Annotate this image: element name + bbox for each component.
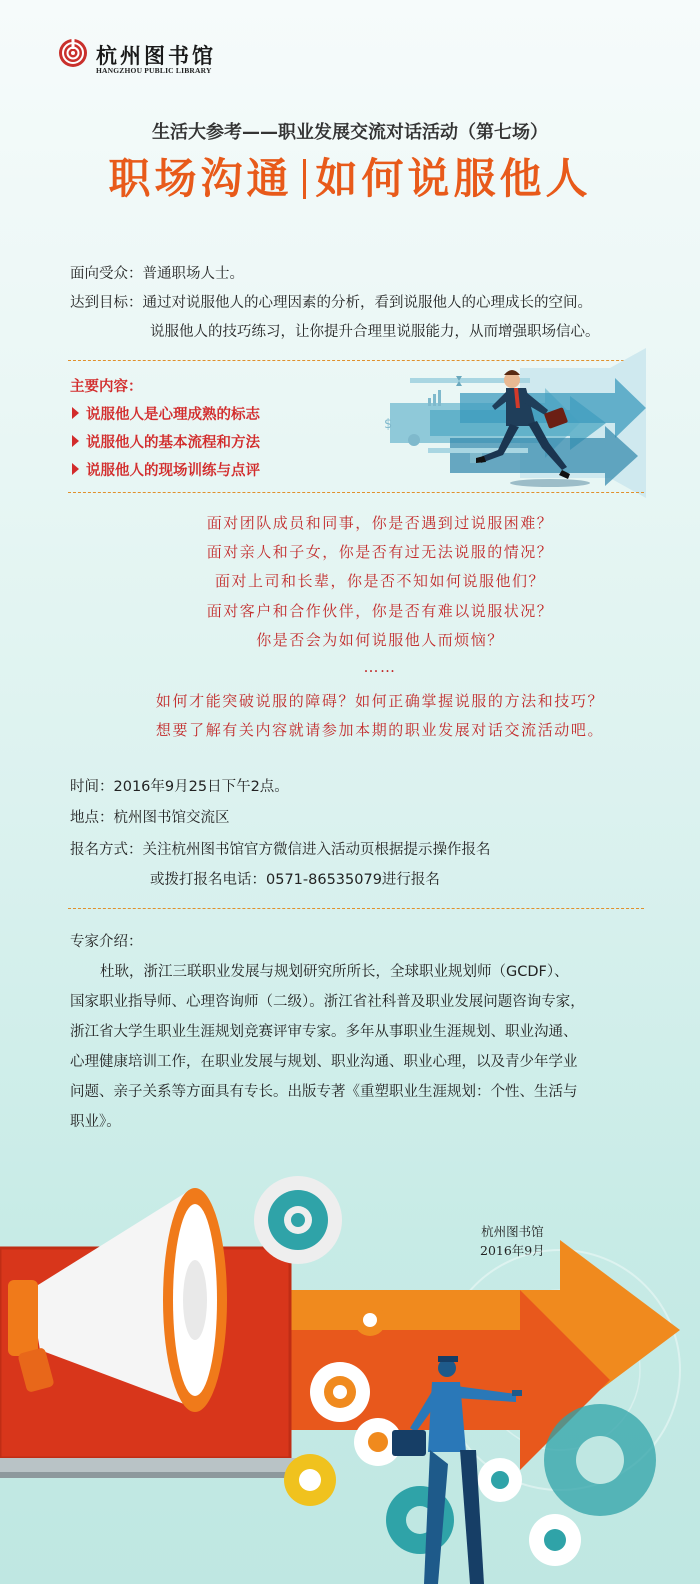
gear-icon: [354, 1304, 386, 1336]
expert-line: 国家职业指导师、心理咨询师（二级）。浙江省社科普及职业发展问题咨询专家，: [70, 994, 585, 1010]
pie-icon: [408, 434, 420, 446]
logo-name-en: HANGZHOU PUBLIC LIBRARY: [96, 66, 212, 75]
signup-row: [70, 838, 491, 859]
triangle-bullet-icon: [72, 463, 79, 475]
divider: [68, 492, 644, 493]
ellipsis: ……: [363, 658, 397, 676]
goal-label: 达到目标：: [70, 295, 143, 311]
signup-line2: 或拨打报名电话：0571-86535079进行报名: [150, 872, 440, 888]
logo-name-cn: 杭州图书馆: [96, 43, 216, 68]
question-line: 面对上司和长辈，你是否不知如何说服他们？: [214, 572, 545, 590]
page-title: [0, 146, 700, 206]
question-line: 你是否会为如何说服他人而烦恼？: [256, 631, 504, 649]
title-left: 职场沟通: [108, 154, 293, 203]
library-logo: [58, 38, 258, 78]
closing-line: 想要了解有关内容就请参加本期的职业发展对话交流活动吧。: [155, 721, 605, 739]
place-row: [70, 806, 230, 827]
question-line: 面对亲人和子女，你是否有过无法说服的情况？: [206, 543, 554, 561]
content-heading: 主要内容：: [70, 379, 143, 395]
expert-line: 问题、亲子关系等方面具有专长。出版专著《重塑职业生涯规划：个性、生活与: [70, 1084, 578, 1100]
triangle-bullet-icon: [72, 435, 79, 447]
audience-row: [70, 262, 244, 283]
gear-icon: [478, 1458, 522, 1502]
content-item: 说服他人的基本流程和方法: [72, 431, 260, 452]
running-businessman-arrows-illustration: [370, 348, 646, 498]
gear-icon: [254, 1176, 342, 1264]
audience-label: 面向受众：: [70, 266, 143, 282]
content-item: 说服他人的现场训练与点评: [72, 459, 260, 480]
signup-line1: 关注杭州图书馆官方微信进入活动页根据提示操作报名: [142, 842, 491, 858]
event-subtitle: 生活大参考——职业发展交流对话活动（第七场）: [152, 122, 548, 143]
goal-line1: 通过对说服他人的心理因素的分析，看到说服他人的心理成长的空间。: [142, 295, 592, 311]
expert-line: 职业》。: [70, 1114, 121, 1130]
signature-org: 杭州图书馆: [481, 1224, 544, 1239]
question-line: 面对团队成员和同事，你是否遇到过说服困难？: [206, 514, 554, 532]
time-label: 时间：: [70, 779, 114, 795]
gear-icon: [544, 1404, 656, 1516]
gear-icon: [310, 1362, 370, 1422]
expert-line: 浙江省大学生职业生涯规划竞赛评审专家。多年从事职业生涯规划、职业沟通、: [70, 1024, 578, 1040]
triangle-bullet-icon: [72, 407, 79, 419]
time-value: 2016年9月25日下午2点。: [113, 779, 289, 795]
megaphone-gears-arrow-illustration: [0, 1160, 700, 1584]
expert-label: 专家介绍：: [70, 934, 143, 950]
place-label: 地点：: [70, 810, 114, 826]
expert-line: 杜耿，浙江三联职业发展与规划研究所所长，全球职业规划师（GCDF）、: [100, 964, 569, 980]
signature-date: 2016年9月: [480, 1243, 545, 1258]
bar-chart-icon: [428, 398, 431, 406]
signup-label: 报名方式：: [70, 842, 143, 858]
time-row: [70, 775, 289, 796]
goal-line2: 说服他人的技巧练习，让你提升合理里说服能力，从而增强职场信心。: [150, 324, 600, 340]
expert-line: 心理健康培训工作，在职业发展与规划、职业沟通、职业心理，以及青少年学业: [70, 1054, 578, 1070]
title-separator: [303, 159, 306, 199]
gear-icon: [284, 1454, 336, 1506]
place-value: 杭州图书馆交流区: [113, 810, 230, 826]
title-right: 如何说服他人: [315, 154, 592, 203]
megaphone-icon: [8, 1188, 227, 1412]
content-item: 说服他人是心理成熟的标志: [72, 403, 260, 424]
closing-line: 如何才能突破说服的障碍？如何正确掌握说服的方法和技巧？: [155, 692, 605, 710]
divider: [68, 908, 644, 909]
audience-value: 普通职场人士。: [142, 266, 244, 282]
gear-icon: [529, 1514, 581, 1566]
goal-row: [70, 291, 592, 312]
question-line: 面对客户和合作伙伴，你是否有难以说服状况？: [206, 602, 554, 620]
dollar-icon: $: [384, 417, 393, 432]
library-seal-icon: [58, 38, 88, 68]
